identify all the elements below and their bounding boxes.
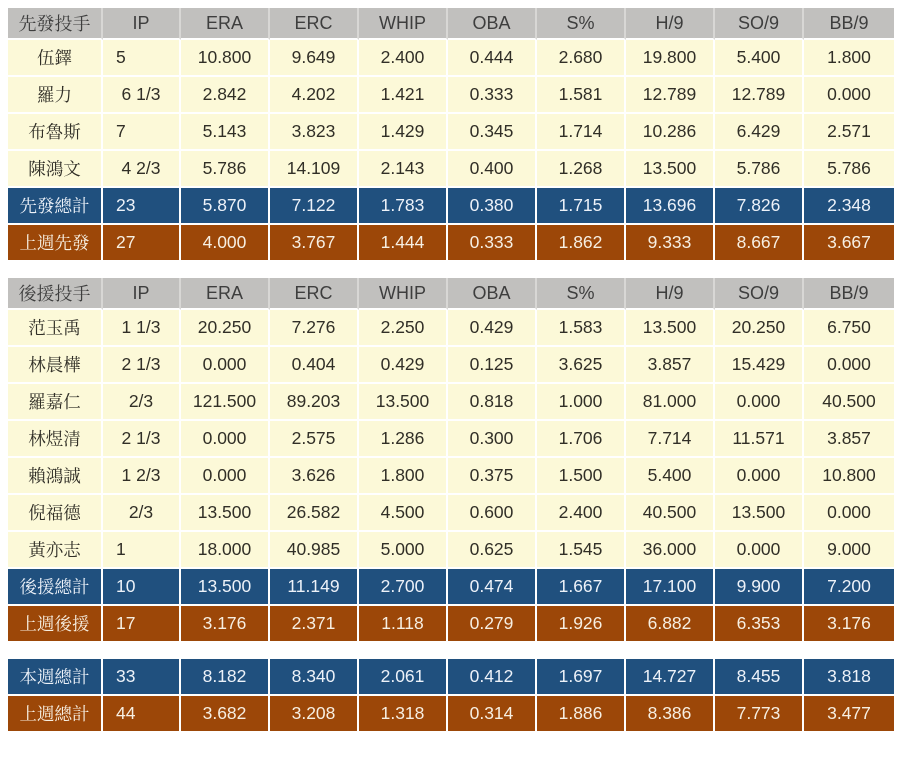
stat-cell: 13.500 (715, 495, 804, 532)
stat-cell: 2.250 (359, 310, 448, 347)
stat-cell: 9.900 (715, 569, 804, 606)
table-row (8, 384, 894, 421)
stat-cell: 10.286 (626, 114, 715, 151)
stat-cell: 8.667 (715, 225, 804, 262)
stat-cell: 7.276 (270, 310, 359, 347)
stat-cell: 1.268 (537, 151, 626, 188)
stat-cell: 13.500 (181, 495, 270, 532)
stat-cell: 2.700 (359, 569, 448, 606)
stat-cell: 11.571 (715, 421, 804, 458)
stat-cell: 0.625 (448, 532, 537, 569)
summary-label-cell: 先發總計 (8, 188, 103, 225)
stat-cell: 0.000 (181, 347, 270, 384)
table-row (8, 659, 894, 696)
stat-cell: 2.143 (359, 151, 448, 188)
stat-cell: 0.474 (448, 569, 537, 606)
ip-cell: 10 (103, 569, 181, 606)
column-header-so9: SO/9 (715, 278, 804, 310)
column-header-era: ERA (181, 8, 270, 40)
stat-cell: 121.500 (181, 384, 270, 421)
ip-cell: 1 1/3 (103, 310, 181, 347)
stat-cell: 2.400 (359, 40, 448, 77)
stat-cell: 7.714 (626, 421, 715, 458)
stat-cell: 13.500 (181, 569, 270, 606)
stat-cell: 0.333 (448, 77, 537, 114)
stat-cell: 0.412 (448, 659, 537, 696)
stat-cell: 0.000 (804, 495, 894, 532)
column-header-era: ERA (181, 278, 270, 310)
stat-cell: 3.208 (270, 696, 359, 733)
stat-cell: 1.545 (537, 532, 626, 569)
stat-cell: 13.500 (359, 384, 448, 421)
stat-cell: 1.697 (537, 659, 626, 696)
stat-cell: 12.789 (626, 77, 715, 114)
summary-label-cell: 上週總計 (8, 696, 103, 733)
stat-cell: 3.767 (270, 225, 359, 262)
table-row (8, 40, 894, 77)
stat-cell: 6.750 (804, 310, 894, 347)
stat-cell: 0.279 (448, 606, 537, 643)
table-row (8, 495, 894, 532)
ip-cell: 4 2/3 (103, 151, 181, 188)
stat-cell: 13.500 (626, 151, 715, 188)
stat-cell: 3.625 (537, 347, 626, 384)
stat-cell: 19.800 (626, 40, 715, 77)
stat-cell: 8.340 (270, 659, 359, 696)
ip-cell: 7 (103, 114, 181, 151)
stat-cell: 1.444 (359, 225, 448, 262)
stat-cell: 5.400 (626, 458, 715, 495)
stat-cell: 0.300 (448, 421, 537, 458)
stat-cell: 1.286 (359, 421, 448, 458)
stat-cell: 1.715 (537, 188, 626, 225)
column-header-so9: SO/9 (715, 8, 804, 40)
stat-cell: 15.429 (715, 347, 804, 384)
summary-label-cell: 上週後援 (8, 606, 103, 643)
table-row (8, 225, 894, 262)
stat-cell: 5.143 (181, 114, 270, 151)
column-header-whip: WHIP (359, 8, 448, 40)
stat-cell: 0.380 (448, 188, 537, 225)
ip-cell: 1 2/3 (103, 458, 181, 495)
ip-cell: 2/3 (103, 384, 181, 421)
stat-cell: 17.100 (626, 569, 715, 606)
stat-cell: 5.786 (181, 151, 270, 188)
player-name-cell: 林晨樺 (8, 347, 103, 384)
stat-cell: 1.583 (537, 310, 626, 347)
table-title-cell: 後援投手 (8, 278, 103, 310)
stat-cell: 0.375 (448, 458, 537, 495)
stat-cell: 5.786 (715, 151, 804, 188)
column-header-bb9: BB/9 (804, 278, 894, 310)
stat-cell: 8.182 (181, 659, 270, 696)
summary-label-cell: 上週先發 (8, 225, 103, 262)
ip-cell: 44 (103, 696, 181, 733)
table-row (8, 347, 894, 384)
stat-cell: 10.800 (804, 458, 894, 495)
stat-cell: 3.823 (270, 114, 359, 151)
stat-cell: 1.886 (537, 696, 626, 733)
column-header-whip: WHIP (359, 278, 448, 310)
stat-cell: 9.333 (626, 225, 715, 262)
ip-cell: 23 (103, 188, 181, 225)
stat-cell: 7.773 (715, 696, 804, 733)
stat-cell: 4.000 (181, 225, 270, 262)
stat-cell: 3.626 (270, 458, 359, 495)
stat-cell: 8.386 (626, 696, 715, 733)
stat-cell: 0.000 (715, 458, 804, 495)
column-header-bb9: BB/9 (804, 8, 894, 40)
ip-cell: 2/3 (103, 495, 181, 532)
stat-cell: 1.118 (359, 606, 448, 643)
table-row (8, 114, 894, 151)
column-header-oba: OBA (448, 278, 537, 310)
stat-cell: 2.842 (181, 77, 270, 114)
stat-cell: 7.826 (715, 188, 804, 225)
header-row (8, 8, 894, 40)
stat-cell: 5.400 (715, 40, 804, 77)
stat-cell: 6.353 (715, 606, 804, 643)
stat-cell: 2.371 (270, 606, 359, 643)
stat-cell: 2.571 (804, 114, 894, 151)
stat-cell: 14.727 (626, 659, 715, 696)
weekly-total-table (8, 659, 894, 733)
stat-cell: 4.500 (359, 495, 448, 532)
table-row (8, 532, 894, 569)
stat-cell: 7.122 (270, 188, 359, 225)
stat-cell: 1.581 (537, 77, 626, 114)
stat-cell: 3.857 (626, 347, 715, 384)
summary-label-cell: 後援總計 (8, 569, 103, 606)
stat-cell: 0.000 (715, 384, 804, 421)
stat-cell: 0.400 (448, 151, 537, 188)
stat-cell: 40.500 (626, 495, 715, 532)
column-header-s: S% (537, 278, 626, 310)
summary-label-cell: 本週總計 (8, 659, 103, 696)
stat-cell: 81.000 (626, 384, 715, 421)
stat-cell: 14.109 (270, 151, 359, 188)
stat-cell: 0.345 (448, 114, 537, 151)
column-header-erc: ERC (270, 8, 359, 40)
player-name-cell: 賴鴻誠 (8, 458, 103, 495)
stat-cell: 0.333 (448, 225, 537, 262)
stat-cell: 5.000 (359, 532, 448, 569)
stat-cell: 3.176 (804, 606, 894, 643)
player-name-cell: 伍鐸 (8, 40, 103, 77)
relievers-table (8, 278, 894, 643)
stat-cell: 40.985 (270, 532, 359, 569)
stat-cell: 1.706 (537, 421, 626, 458)
stat-cell: 0.125 (448, 347, 537, 384)
stat-cell: 1.800 (359, 458, 448, 495)
player-name-cell: 倪福德 (8, 495, 103, 532)
stat-cell: 5.786 (804, 151, 894, 188)
stat-cell: 26.582 (270, 495, 359, 532)
stat-cell: 89.203 (270, 384, 359, 421)
column-header-s: S% (537, 8, 626, 40)
stat-cell: 3.667 (804, 225, 894, 262)
stat-cell: 7.200 (804, 569, 894, 606)
table-title-cell: 先發投手 (8, 8, 103, 40)
player-name-cell: 范玉禹 (8, 310, 103, 347)
stat-cell: 0.000 (804, 77, 894, 114)
stat-cell: 1.500 (537, 458, 626, 495)
column-header-h9: H/9 (626, 8, 715, 40)
stat-cell: 1.318 (359, 696, 448, 733)
header-row (8, 278, 894, 310)
player-name-cell: 羅嘉仁 (8, 384, 103, 421)
stat-cell: 1.429 (359, 114, 448, 151)
stat-cell: 0.818 (448, 384, 537, 421)
stat-cell: 1.714 (537, 114, 626, 151)
stat-cell: 0.600 (448, 495, 537, 532)
table-row (8, 569, 894, 606)
stat-cell: 1.926 (537, 606, 626, 643)
table-row (8, 151, 894, 188)
stat-cell: 1.667 (537, 569, 626, 606)
stat-cell: 9.000 (804, 532, 894, 569)
stat-cell: 2.680 (537, 40, 626, 77)
stat-cell: 2.061 (359, 659, 448, 696)
stat-cell: 9.649 (270, 40, 359, 77)
ip-cell: 17 (103, 606, 181, 643)
table-row (8, 421, 894, 458)
player-name-cell: 布魯斯 (8, 114, 103, 151)
player-name-cell: 林煜清 (8, 421, 103, 458)
stat-cell: 18.000 (181, 532, 270, 569)
stat-cell: 1.783 (359, 188, 448, 225)
ip-cell: 5 (103, 40, 181, 77)
table-row (8, 696, 894, 733)
column-header-h9: H/9 (626, 278, 715, 310)
stat-cell: 0.314 (448, 696, 537, 733)
column-header-erc: ERC (270, 278, 359, 310)
stat-cell: 2.400 (537, 495, 626, 532)
stat-cell: 1.862 (537, 225, 626, 262)
ip-cell: 27 (103, 225, 181, 262)
player-name-cell: 黃亦志 (8, 532, 103, 569)
stat-cell: 12.789 (715, 77, 804, 114)
table-row (8, 606, 894, 643)
table-row (8, 458, 894, 495)
stat-cell: 4.202 (270, 77, 359, 114)
table-row (8, 188, 894, 225)
ip-cell: 33 (103, 659, 181, 696)
stat-cell: 10.800 (181, 40, 270, 77)
stat-cell: 11.149 (270, 569, 359, 606)
table-row (8, 310, 894, 347)
column-header-oba: OBA (448, 8, 537, 40)
stat-cell: 13.696 (626, 188, 715, 225)
ip-cell: 2 1/3 (103, 347, 181, 384)
stat-cell: 40.500 (804, 384, 894, 421)
stat-cell: 3.857 (804, 421, 894, 458)
stat-cell: 0.000 (804, 347, 894, 384)
stat-cell: 0.000 (715, 532, 804, 569)
starters-table (8, 8, 894, 262)
stat-cell: 0.444 (448, 40, 537, 77)
stat-cell: 0.000 (181, 458, 270, 495)
stat-cell: 3.682 (181, 696, 270, 733)
stat-cell: 1.421 (359, 77, 448, 114)
column-header-ip: IP (103, 8, 181, 40)
stat-cell: 13.500 (626, 310, 715, 347)
stat-cell: 20.250 (715, 310, 804, 347)
stat-cell: 6.429 (715, 114, 804, 151)
stat-cell: 0.429 (448, 310, 537, 347)
stat-cell: 2.575 (270, 421, 359, 458)
stat-cell: 1.000 (537, 384, 626, 421)
stat-cell: 3.176 (181, 606, 270, 643)
stat-cell: 2.348 (804, 188, 894, 225)
ip-cell: 1 (103, 532, 181, 569)
player-name-cell: 陳鴻文 (8, 151, 103, 188)
stat-cell: 3.818 (804, 659, 894, 696)
stat-cell: 3.477 (804, 696, 894, 733)
ip-cell: 6 1/3 (103, 77, 181, 114)
table-row (8, 77, 894, 114)
column-header-ip: IP (103, 278, 181, 310)
stat-cell: 5.870 (181, 188, 270, 225)
stat-cell: 36.000 (626, 532, 715, 569)
player-name-cell: 羅力 (8, 77, 103, 114)
stat-cell: 0.404 (270, 347, 359, 384)
stat-cell: 8.455 (715, 659, 804, 696)
stat-cell: 0.429 (359, 347, 448, 384)
ip-cell: 2 1/3 (103, 421, 181, 458)
stat-cell: 1.800 (804, 40, 894, 77)
stat-cell: 6.882 (626, 606, 715, 643)
stat-cell: 0.000 (181, 421, 270, 458)
stat-cell: 20.250 (181, 310, 270, 347)
